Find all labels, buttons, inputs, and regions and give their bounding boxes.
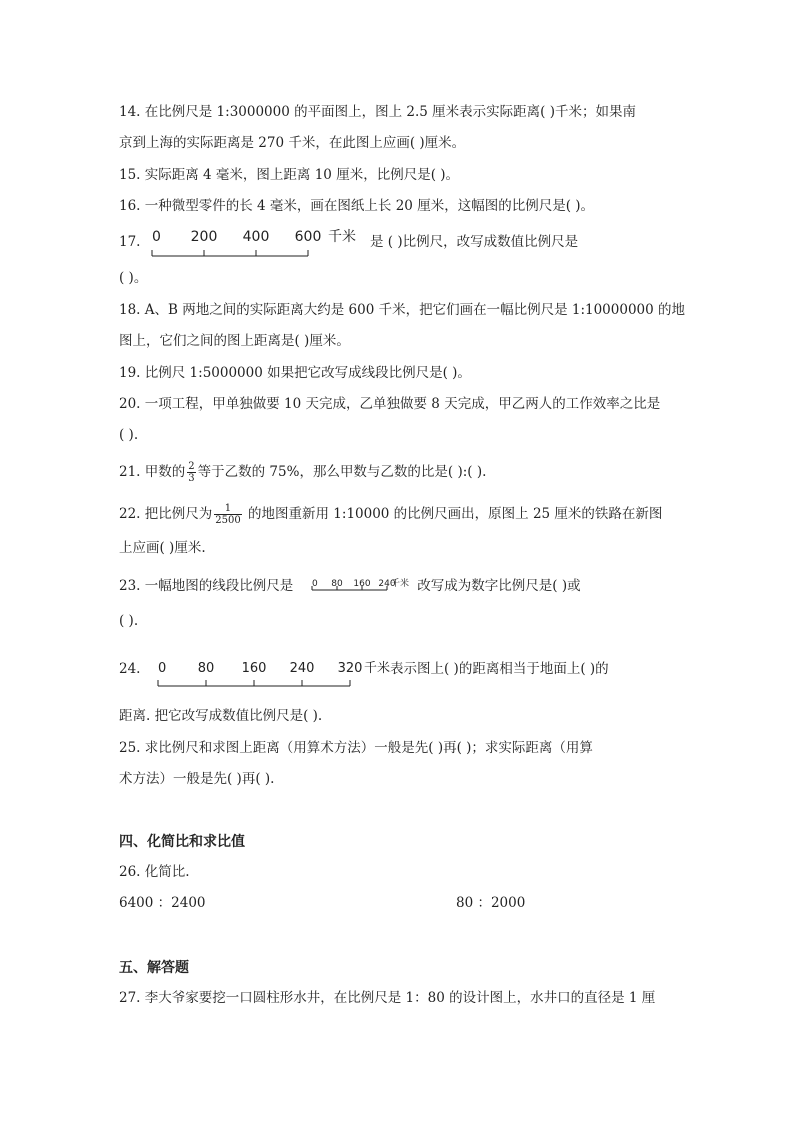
q14-line2: 京到上海的实际距离是 270 千米，在此图上应画( )厘米。: [119, 135, 466, 151]
q26-expression-2: 80 ：2000: [456, 895, 526, 911]
q22-line1: [119, 503, 662, 526]
scale-bar-label: 80: [197, 661, 215, 676]
q21-suffix: 等于乙数的 75%，那么甲数与乙数的比是( ):( ).: [197, 464, 487, 480]
scale-bar-label: 320: [337, 661, 363, 676]
scale-bar-label: 240: [378, 579, 396, 589]
q24-line2: 距离. 把它改写成数值比例尺是( ).: [119, 708, 323, 724]
scale-bar-label: 600: [294, 229, 322, 245]
q19: 19. 比例尺 1:5000000 如果把它改写成线段比例尺是( )。: [119, 365, 471, 381]
scale-bar-unit: 千米: [364, 661, 391, 676]
section-4-heading: 四、化简比和求比值: [119, 834, 245, 850]
q22-suffix: 的地图重新用 1:10000 的比例尺画出，原图上 25 厘米的铁路在新图: [243, 506, 663, 522]
q22-line2: 上应画( )厘米.: [119, 540, 206, 556]
scale-bar-label: 400: [242, 229, 270, 245]
scale-bar-label: 0: [158, 661, 167, 676]
scale-bar-label: 200: [190, 229, 218, 245]
q17-text: 是 ( )比例尺，改写成数值比例尺是: [370, 234, 579, 250]
q21: [119, 461, 486, 484]
q26: 26. 化简比.: [119, 864, 190, 880]
q14-line1: 14. 在比例尺是 1:3000000 的平面图上，图上 2.5 厘米表示实际距离( )千米；如果南: [119, 104, 636, 120]
q17-scale-bar: [148, 226, 378, 260]
section-5-heading: 五、解答题: [119, 960, 189, 976]
q23-prefix: 23. 一幅地图的线段比例尺是: [119, 578, 294, 594]
q23-suffix: 改写成为数字比例尺是( )或: [417, 578, 581, 594]
q24-number: 24.: [119, 661, 141, 677]
q21-prefix: 21. 甲数的: [119, 464, 186, 480]
q26-expression-1: 6400 ：2400: [119, 895, 206, 911]
q23-scale-bar: [308, 576, 426, 598]
q22-prefix: 22. 把比例尺为: [119, 506, 213, 522]
q22-fraction-numerator: 1: [214, 503, 241, 515]
q21-fraction: [187, 461, 195, 484]
q27: 27. 李大爷家要挖一口圆柱形水井，在比例尺是 1：80 的设计图上，水井口的直径是 1 厘: [119, 990, 656, 1006]
q22-fraction-denominator: 2500: [215, 515, 241, 526]
q23-line2: ( ).: [119, 613, 139, 629]
q18-line1: 18. A、B 两地之间的实际距离大约是 600 千米，把它们画在一幅比例尺是 1:10000000 的地: [119, 302, 686, 318]
q15: 15. 实际距离 4 毫米，图上距离 10 厘米，比例尺是( )。: [119, 167, 460, 183]
q17-line2: ( )。: [119, 270, 148, 286]
q22-fraction: [214, 503, 241, 526]
scale-bar-unit: 千米: [391, 579, 410, 589]
q20-line2: ( ).: [119, 427, 139, 443]
scale-bar-label: 0: [152, 229, 161, 245]
scale-bar-label: 0: [312, 579, 318, 589]
scale-bar-label: 160: [241, 661, 267, 676]
q21-fraction-denominator: 3: [188, 473, 195, 484]
q24-text: 表示图上( )的距离相当于地面上( )的: [390, 661, 609, 677]
scale-bar-label: 80: [331, 579, 343, 589]
scale-bar-label: 160: [353, 579, 371, 589]
q25-line1: 25. 求比例尺和求图上距离（用算术方法）一般是先( )再( )；求实际距离（用算: [119, 740, 593, 756]
q16: 16. 一种微型零件的长 4 毫米，画在图纸上长 20 厘米，这幅图的比例尺是( )。: [119, 198, 595, 214]
q24-scale-bar: [150, 658, 390, 692]
q21-fraction-numerator: 2: [188, 461, 195, 472]
scale-bar-unit: 千米: [328, 229, 356, 245]
q17-number: 17.: [119, 234, 141, 250]
q20-line1: 20. 一项工程，甲单独做要 10 天完成，乙单独做要 8 天完成，甲乙两人的工作效率之比是: [119, 396, 661, 412]
scale-bar-label: 240: [289, 661, 315, 676]
q18-line2: 图上，它们之间的图上距离是( )厘米。: [119, 333, 350, 349]
q25-line2: 术方法）一般是先( )再( ).: [119, 771, 275, 787]
